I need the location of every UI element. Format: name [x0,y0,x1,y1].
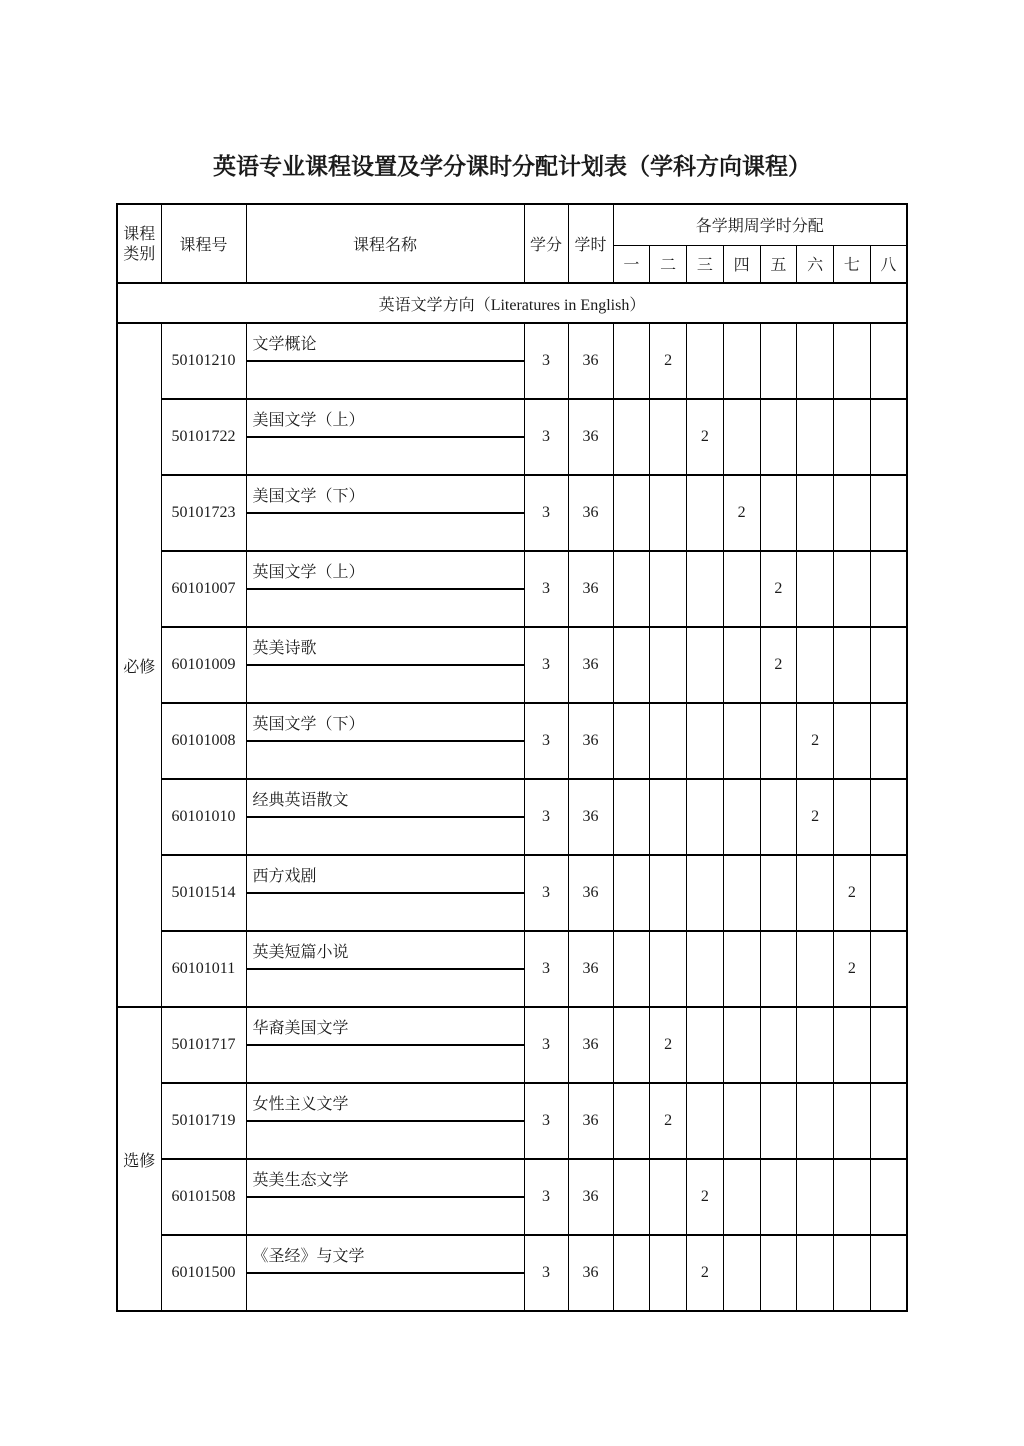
course-row [117,855,907,893]
semester-7-hours-cell [834,399,871,475]
course-number-cell: 50101514 [161,855,246,931]
semester-5-hours-cell: 2 [760,627,797,703]
semester-7-hours-cell [834,1007,871,1083]
semester-1-hours-cell [613,399,650,475]
semester-7-hours-cell [834,1159,871,1235]
course-name-cn: 《圣经》与文学 [246,1235,524,1273]
semester-2-hours-cell [650,475,687,551]
semester-6-hours-cell [797,475,834,551]
col-header-course-name: 课程名称 [246,204,524,283]
credit-cell: 3 [524,1007,568,1083]
semester-6-hours-cell [797,399,834,475]
credit-cell: 3 [524,779,568,855]
semester-4-hours-cell [723,1007,760,1083]
course-name-cn: 经典英语散文 [246,779,524,817]
semester-8-hours-cell [870,1007,907,1083]
semester-1-hours-cell [613,931,650,1007]
hours-cell: 36 [568,855,613,931]
course-name-cn: 西方戏剧 [246,855,524,893]
credit-cell: 3 [524,703,568,779]
course-name-en [246,437,524,475]
course-number-cell: 60101010 [161,779,246,855]
course-row [117,323,907,361]
semester-5-hours-cell [760,1235,797,1311]
credit-cell: 3 [524,399,568,475]
hours-cell: 36 [568,1235,613,1311]
course-name-en [246,665,524,703]
semester-3-hours-cell [687,703,724,779]
semester-1-hours-cell [613,1159,650,1235]
semester-3-hours-cell [687,323,724,399]
course-name-cn: 华裔美国文学 [246,1007,524,1045]
col-header-category: 课程类别 [117,204,161,283]
semester-6-hours-cell [797,855,834,931]
course-name-en [246,1121,524,1159]
semester-6-hours-cell: 2 [797,703,834,779]
semester-5-hours-cell [760,1007,797,1083]
course-name-en [246,969,524,1007]
semester-4-hours-cell [723,1235,760,1311]
credit-cell: 3 [524,1159,568,1235]
semester-3-hours-cell: 2 [687,1235,724,1311]
semester-6-hours-cell [797,323,834,399]
semester-3-hours-cell [687,1083,724,1159]
semester-4-hours-cell: 2 [723,475,760,551]
course-number-cell: 60101007 [161,551,246,627]
semester-2-hours-cell: 2 [650,1083,687,1159]
semester-3-hours-cell [687,627,724,703]
semester-1-hours-cell [613,855,650,931]
semester-1-hours-cell [613,1235,650,1311]
hours-cell: 36 [568,779,613,855]
course-name-en [246,817,524,855]
course-name-en [246,361,524,399]
credit-cell: 3 [524,475,568,551]
col-header-semester-1: 一 [613,245,650,283]
course-row [117,703,907,741]
credit-cell: 3 [524,855,568,931]
course-row [117,1083,907,1121]
course-name-cn: 英美短篇小说 [246,931,524,969]
semester-7-hours-cell [834,1083,871,1159]
semester-8-hours-cell [870,779,907,855]
semester-7-hours-cell [834,551,871,627]
col-header-course-no: 课程号 [161,204,246,283]
course-number-cell: 60101011 [161,931,246,1007]
semester-4-hours-cell [723,931,760,1007]
semester-6-hours-cell [797,1159,834,1235]
semester-3-hours-cell: 2 [687,1159,724,1235]
semester-5-hours-cell: 2 [760,551,797,627]
semester-1-hours-cell [613,323,650,399]
semester-4-hours-cell [723,551,760,627]
semester-8-hours-cell [870,399,907,475]
semester-7-hours-cell [834,323,871,399]
semester-1-hours-cell [613,1007,650,1083]
semester-4-hours-cell [723,855,760,931]
semester-5-hours-cell [760,399,797,475]
semester-6-hours-cell: 2 [797,779,834,855]
semester-8-hours-cell [870,931,907,1007]
col-header-semester-2: 二 [650,245,687,283]
course-row [117,627,907,665]
course-number-cell: 60101508 [161,1159,246,1235]
semester-1-hours-cell [613,1083,650,1159]
semester-4-hours-cell [723,1083,760,1159]
course-row [117,475,907,513]
course-number-cell: 60101009 [161,627,246,703]
hours-cell: 36 [568,627,613,703]
hours-cell: 36 [568,1007,613,1083]
credit-cell: 3 [524,551,568,627]
semester-2-hours-cell: 2 [650,1007,687,1083]
course-name-cn: 英美生态文学 [246,1159,524,1197]
col-header-semester-8: 八 [870,245,907,283]
page-title: 英语专业课程设置及学分课时分配计划表（学科方向课程） [213,154,811,180]
semester-4-hours-cell [723,703,760,779]
course-number-cell: 50101210 [161,323,246,399]
course-row [117,551,907,589]
col-header-weekly-group: 各学期周学时分配 [613,204,907,245]
course-number-cell: 50101719 [161,1083,246,1159]
semester-4-hours-cell [723,323,760,399]
course-number-cell: 50101723 [161,475,246,551]
credit-cell: 3 [524,931,568,1007]
course-row [117,399,907,437]
semester-2-hours-cell [650,779,687,855]
semester-8-hours-cell [870,855,907,931]
semester-3-hours-cell [687,855,724,931]
section-title-en: （Literatures in English） [474,296,646,314]
group-label-cell: 选修 [117,1007,161,1311]
course-name-en [246,1197,524,1235]
col-header-semester-5: 五 [760,245,797,283]
semester-7-hours-cell [834,703,871,779]
semester-2-hours-cell [650,1235,687,1311]
semester-3-hours-cell [687,551,724,627]
semester-3-hours-cell: 2 [687,399,724,475]
semester-2-hours-cell [650,855,687,931]
semester-3-hours-cell [687,779,724,855]
semester-6-hours-cell [797,627,834,703]
semester-1-hours-cell [613,703,650,779]
section-title-cn: 英语文学方向 [378,294,475,314]
course-table-container [116,203,908,1312]
semester-2-hours-cell [650,703,687,779]
semester-7-hours-cell: 2 [834,855,871,931]
credit-cell: 3 [524,627,568,703]
semester-7-hours-cell [834,779,871,855]
credit-cell: 3 [524,1083,568,1159]
group-label-cell: 必修 [117,323,161,1007]
semester-8-hours-cell [870,1083,907,1159]
course-name-en [246,589,524,627]
course-row [117,1235,907,1273]
course-name-en [246,893,524,931]
semester-7-hours-cell: 2 [834,931,871,1007]
credit-cell: 3 [524,323,568,399]
col-header-credits: 学分 [524,204,568,283]
course-table [116,203,908,1312]
hours-cell: 36 [568,1159,613,1235]
semester-2-hours-cell [650,551,687,627]
course-name-en [246,741,524,779]
semester-6-hours-cell [797,1235,834,1311]
course-name-cn: 女性主义文学 [246,1083,524,1121]
course-name-cn: 美国文学（上） [246,399,524,437]
semester-2-hours-cell [650,399,687,475]
course-row [117,1159,907,1197]
course-row [117,931,907,969]
course-name-en [246,1273,524,1311]
semester-5-hours-cell [760,855,797,931]
semester-4-hours-cell [723,627,760,703]
semester-2-hours-cell [650,1159,687,1235]
semester-8-hours-cell [870,703,907,779]
semester-8-hours-cell [870,323,907,399]
semester-5-hours-cell [760,703,797,779]
semester-3-hours-cell [687,475,724,551]
credit-cell: 3 [524,1235,568,1311]
course-number-cell: 50101717 [161,1007,246,1083]
semester-5-hours-cell [760,779,797,855]
course-table-body [117,323,907,1311]
semester-3-hours-cell [687,1007,724,1083]
hours-cell: 36 [568,1083,613,1159]
semester-1-hours-cell [613,627,650,703]
semester-1-hours-cell [613,551,650,627]
course-number-cell: 50101722 [161,399,246,475]
section-header [117,283,907,323]
course-number-cell: 60101500 [161,1235,246,1311]
hours-cell: 36 [568,399,613,475]
semester-5-hours-cell [760,323,797,399]
header-row-top [117,204,907,245]
semester-5-hours-cell [760,1159,797,1235]
course-name-cn: 英国文学（上） [246,551,524,589]
table-header [117,204,907,283]
course-row [117,1007,907,1045]
semester-6-hours-cell [797,551,834,627]
course-number-cell: 60101008 [161,703,246,779]
semester-1-hours-cell [613,475,650,551]
semester-8-hours-cell [870,1235,907,1311]
semester-2-hours-cell [650,627,687,703]
semester-7-hours-cell [834,475,871,551]
hours-cell: 36 [568,475,613,551]
col-header-semester-4: 四 [723,245,760,283]
semester-2-hours-cell: 2 [650,323,687,399]
semester-5-hours-cell [760,475,797,551]
course-row [117,779,907,817]
semester-4-hours-cell [723,779,760,855]
hours-cell: 36 [568,323,613,399]
semester-6-hours-cell [797,1007,834,1083]
semester-4-hours-cell [723,399,760,475]
section-header-row [117,283,907,323]
semester-8-hours-cell [870,627,907,703]
hours-cell: 36 [568,703,613,779]
semester-8-hours-cell [870,551,907,627]
semester-3-hours-cell [687,931,724,1007]
course-name-cn: 文学概论 [246,323,524,361]
hours-cell: 36 [568,931,613,1007]
semester-2-hours-cell [650,931,687,1007]
col-header-semester-6: 六 [797,245,834,283]
col-header-semester-3: 三 [687,245,724,283]
course-name-cn: 美国文学（下） [246,475,524,513]
course-name-en [246,1045,524,1083]
semester-5-hours-cell [760,931,797,1007]
semester-7-hours-cell [834,1235,871,1311]
semester-1-hours-cell [613,779,650,855]
course-name-en [246,513,524,551]
hours-cell: 36 [568,551,613,627]
semester-4-hours-cell [723,1159,760,1235]
col-header-semester-7: 七 [834,245,871,283]
semester-8-hours-cell [870,1159,907,1235]
course-name-cn: 英美诗歌 [246,627,524,665]
semester-5-hours-cell [760,1083,797,1159]
col-header-hours: 学时 [568,204,613,283]
semester-6-hours-cell [797,931,834,1007]
semester-7-hours-cell [834,627,871,703]
semester-6-hours-cell [797,1083,834,1159]
semester-8-hours-cell [870,475,907,551]
course-name-cn: 英国文学（下） [246,703,524,741]
